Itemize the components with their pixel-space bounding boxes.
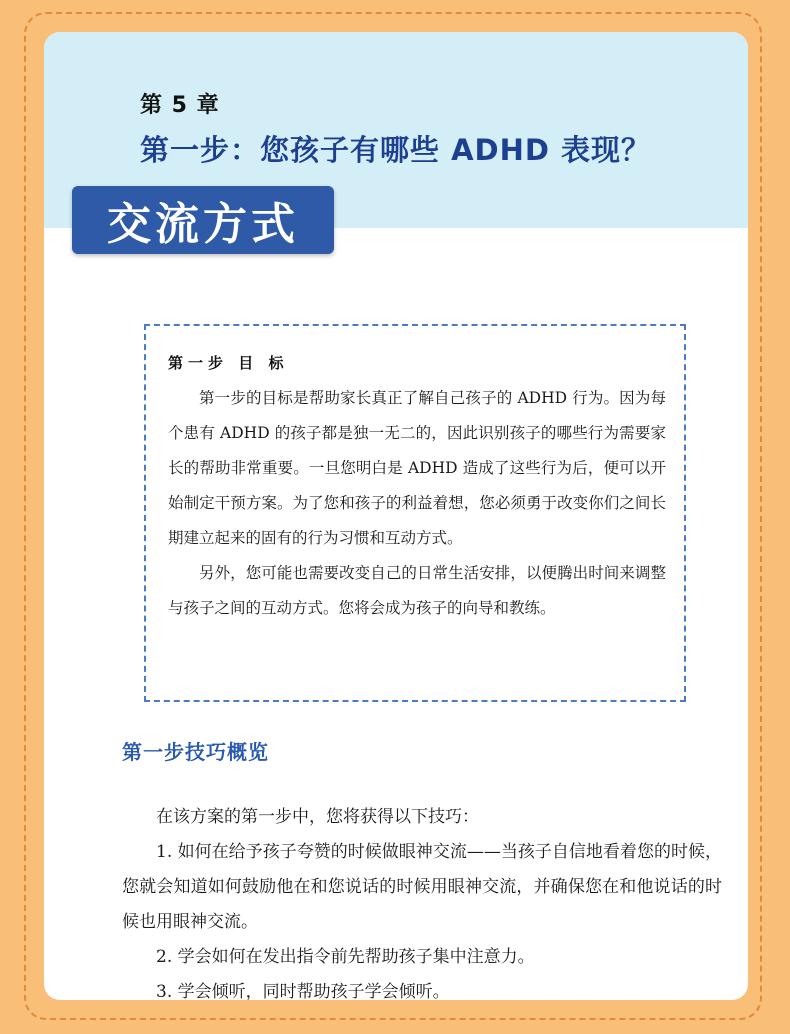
goal-paragraph: 第一步的目标是帮助家长真正了解自己孩子的 ADHD 行为。因为每个患有 ADHD 的孩子都是独一无二的，因此识别孩子的哪些行为需要家长的帮助非常重要。一旦您明白是 ADHD 造成了这些行为后，便可以开始制定干预方案。为了您和孩子的利益着想，您必须勇于改变你们之间长期建立起来的固有的行为习惯和互动方式。 <box>168 389 666 547</box>
goal-box <box>144 324 686 702</box>
overview-item: 1. 如何在给予孩子夸赞的时候做眼神交流——当孩子自信地看着您的时候，您就会知道如何鼓励他在和您说话的时候用眼神交流，并确保您在和他说话的时候也用眼神交流。 <box>122 842 722 932</box>
overview-item: 3. 学会倾听，同时帮助孩子学会倾听。 <box>156 982 450 1000</box>
section-badge: 交流方式 <box>72 186 334 254</box>
overview-body <box>122 800 722 1000</box>
chapter-number: 第 5 章 <box>140 93 220 118</box>
goal-heading: 第一步 目 标 <box>168 354 289 372</box>
overview-intro: 在该方案的第一步中，您将获得以下技巧： <box>156 807 479 827</box>
book-page <box>44 32 748 1000</box>
overview-heading: 第一步技巧概览 <box>122 740 269 764</box>
overview-item: 2. 学会如何在发出指令前先帮助孩子集中注意力。 <box>156 947 535 967</box>
goal-paragraph: 另外，您可能也需要改变自己的日常生活安排，以便腾出时间来调整与孩子之间的互动方式。您将会成为孩子的向导和教练。 <box>168 564 666 617</box>
chapter-title: 第一步：您孩子有哪些 ADHD 表现？ <box>140 133 652 167</box>
